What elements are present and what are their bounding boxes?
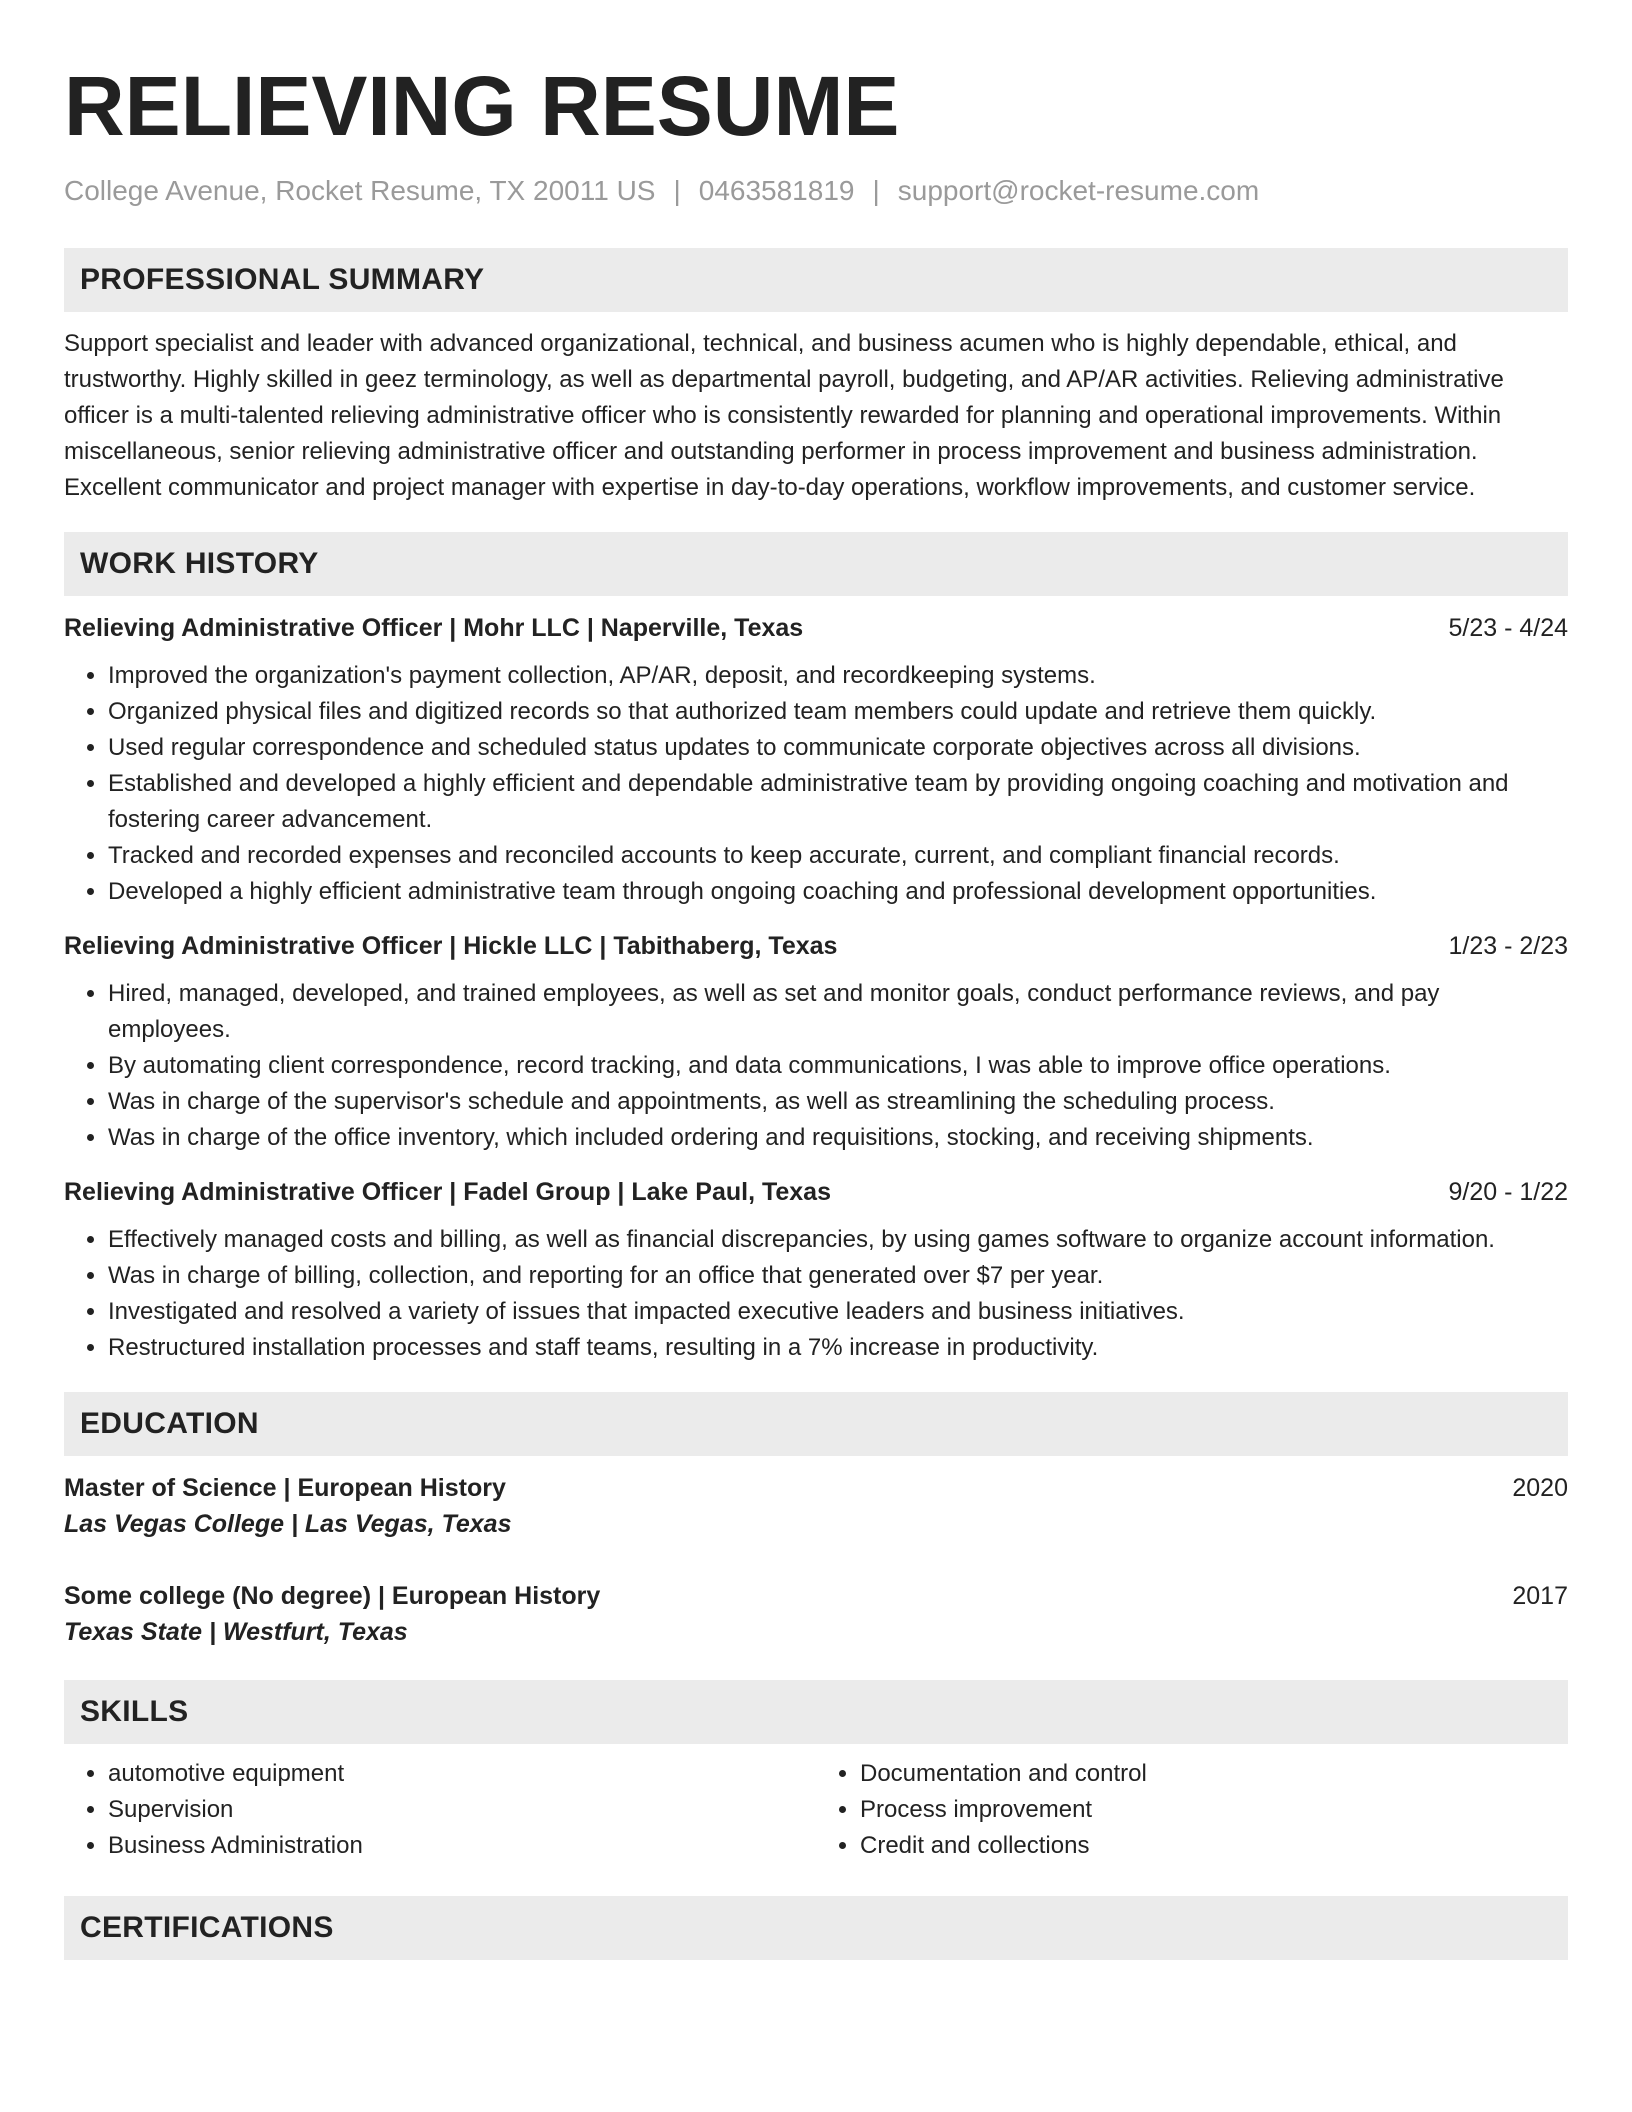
skill-item: • automotive equipment (108, 1756, 816, 1792)
job-bullet: • Organized physical files and digitized records so that authorized team members could update and retrieve them quickly. (108, 694, 1568, 730)
job-bullet: • By automating client correspondence, record tracking, and data communications, I was able to improve office operations. (108, 1048, 1568, 1084)
work-history-heading: WORK HISTORY (64, 532, 1568, 596)
job-bullet: • Was in charge of the supervisor's schedule and appointments, as well as streamlining the scheduling process. (108, 1084, 1568, 1120)
education-entry (64, 1470, 1568, 1542)
summary-text: Support specialist and leader with advanced organizational, technical, and business acumen who is highly dependable, ethical, and trustworthy. Highly skilled in geez terminology, as well as departmental payroll, budgeting, and AP/AR activities. Relieving administrative officer is a multi-talented relieving administrative officer who is consistently rewarded for planning and operational improvements. Within miscellaneous, senior relieving administrative officer and outstanding performer in process improvement and business administration. Excellent communicator and project manager with expertise in day-to-day operations, workflow improvements, and customer service. (64, 330, 1504, 501)
job-header (64, 928, 1568, 964)
summary-heading: PROFESSIONAL SUMMARY (64, 248, 1568, 312)
job-bullet: • Used regular correspondence and scheduled status updates to communicate corporate objectives across all divisions. (108, 730, 1568, 766)
contact-phone: 0463581819 (698, 175, 855, 206)
job-header (64, 610, 1568, 646)
contact-line (64, 174, 1568, 208)
job-bullet: • Restructured installation processes and staff teams, resulting in a 7% increase in productivity. (108, 1330, 1568, 1366)
job-entry (64, 610, 1568, 910)
job-bullets (64, 1222, 1568, 1366)
job-bullet: • Tracked and recorded expenses and reconciled accounts to keep accurate, current, and compliant financial records. (108, 838, 1568, 874)
education-entry (64, 1578, 1568, 1650)
job-title: Relieving Administrative Officer | Hickle LLC | Tabithaberg, Texas (64, 932, 838, 960)
skills-column-right (816, 1756, 1568, 1864)
job-header (64, 1174, 1568, 1210)
job-bullet: • Hired, managed, developed, and trained employees, as well as set and monitor goals, conduct performance reviews, and pay employees. (108, 976, 1568, 1048)
job-title: Relieving Administrative Officer | Fadel Group | Lake Paul, Texas (64, 1178, 831, 1206)
job-bullets (64, 976, 1568, 1156)
job-title: Relieving Administrative Officer | Mohr LLC | Naperville, Texas (64, 614, 804, 642)
education-degree: Some college (No degree) | European History (64, 1582, 601, 1610)
job-entry (64, 1174, 1568, 1366)
education-heading: EDUCATION (64, 1392, 1568, 1456)
job-bullet: • Investigated and resolved a variety of issues that impacted executive leaders and business initiatives. (108, 1294, 1568, 1330)
job-dates: 1/23 - 2/23 (1448, 932, 1568, 960)
education-degree: Master of Science | European History (64, 1474, 506, 1502)
education-school: Texas State | Westfurt, Texas (64, 1618, 408, 1646)
contact-email: support@rocket-resume.com (897, 175, 1260, 206)
education-school: Las Vegas College | Las Vegas, Texas (64, 1510, 512, 1538)
skill-item: • Documentation and control (860, 1756, 1568, 1792)
job-bullet: • Developed a highly efficient administrative team through ongoing coaching and professional development opportunities. (108, 874, 1568, 910)
contact-address: College Avenue, Rocket Resume, TX 20011 US (64, 175, 656, 206)
job-dates: 5/23 - 4/24 (1448, 614, 1568, 642)
skills-column-left (64, 1756, 816, 1864)
contact-separator: | (872, 175, 880, 206)
job-bullet: • Established and developed a highly efficient and dependable administrative team by providing ongoing coaching and motivation and fostering career advancement. (108, 766, 1568, 838)
education-header (64, 1578, 1568, 1614)
job-bullets (64, 658, 1568, 910)
job-entry (64, 928, 1568, 1156)
resume-name: RELIEVING RESUME (64, 59, 900, 153)
job-bullet: • Was in charge of billing, collection, and reporting for an office that generated over $7 per year. (108, 1258, 1568, 1294)
education-header (64, 1470, 1568, 1506)
skill-item: • Business Administration (108, 1828, 816, 1864)
job-dates: 9/20 - 1/22 (1448, 1178, 1568, 1206)
contact-separator: | (673, 175, 681, 206)
job-bullet: • Effectively managed costs and billing, as well as financial discrepancies, by using games software to organize account information. (108, 1222, 1568, 1258)
job-bullet: • Was in charge of the office inventory, which included ordering and requisitions, stocking, and receiving shipments. (108, 1120, 1568, 1156)
certifications-heading: CERTIFICATIONS (64, 1896, 1568, 1960)
skill-item: • Process improvement (860, 1792, 1568, 1828)
job-bullet: • Improved the organization's payment collection, AP/AR, deposit, and recordkeeping systems. (108, 658, 1568, 694)
skills-heading: SKILLS (64, 1680, 1568, 1744)
education-year: 2017 (1512, 1582, 1568, 1610)
skill-item: • Supervision (108, 1792, 816, 1828)
skills-grid (64, 1756, 1568, 1864)
education-year: 2020 (1512, 1474, 1568, 1502)
skill-item: • Credit and collections (860, 1828, 1568, 1864)
